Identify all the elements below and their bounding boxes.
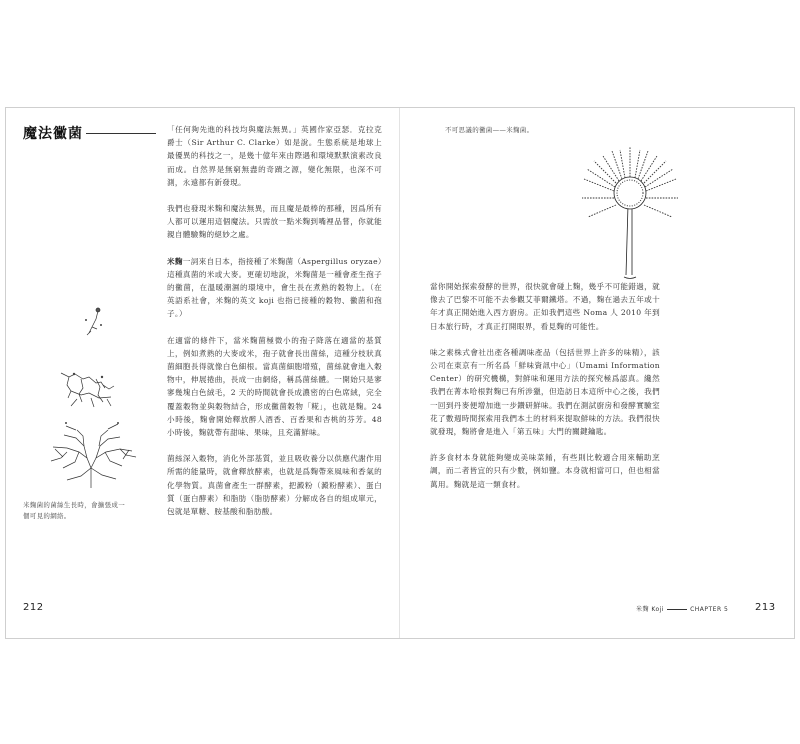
running-head-title: 米麴 Koji (636, 606, 665, 613)
running-head-dash (667, 609, 687, 610)
page-number-right: 213 (755, 602, 776, 613)
paragraph: 在適當的條件下，當米麴菌極微小的孢子降落在適當的基質上，例如煮熟的大麥或米，孢子就會長出菌絲，這種分枝狀真菌細胞長得就像白色細根。當真菌細胞增殖，菌絲就會進入穀物中，伸展捲曲，長成一由網絡，稱爲菌絲體。一開始只是寥寥幾塊白色絨毛，2 天的時間就會長成濃密的白色席絨，完全覆蓋穀物並與穀物結合，形成黴菌穀物「糀」，也就是麴。24 小時後，麴會開始釋放醉人酒香、百香果和杏桃的芬芳。48 小時後，麴就帶有甜味、果味，且充滿鮮味。 (167, 335, 382, 438)
paragraph-text: 一詞來自日本，指接種了米麴菌（Aspergillus oryzae）這種真菌的米或大麥。更確切地說，米麴菌是一種會產生孢子的黴菌，在溫暖潮濕的環境中，會生長在煮熟的穀物上。（在英語系社會，米麴的英文 koji 也指已接種的穀物、黴菌和孢子。） (167, 256, 382, 319)
figure-caption-left: 米麴菌的菌絲生長時，會擴張成一個可見的網絡。 (23, 501, 125, 520)
right-page (400, 108, 793, 638)
section-title: 魔法黴菌 (23, 126, 83, 142)
paragraph: 許多食材本身就能夠變成美味菜餚，有些則比較適合用來輔助烹調，而二者皆宜的只有少數，例如鹽。本身就相當可口，但也相當萬用。麴就是這一類食材。 (430, 453, 660, 489)
figure-caption-right: 不可思議的黴菌——米麴菌。 (445, 126, 534, 134)
paragraph: 味之素株式會社出產各種調味產品（包括世界上許多的味精），該公司在東京有一所名爲「鮮味資訊中心」（Umami Information Center）的研究機構，對鮮味和運用方法的探究極爲認真。纔然我們在菁本哈根對麴已有所涉獵，但造訪日本這所中心之後，我們一回到丹麥便增加進一步鑽研鮮味。我們在測試廚房和發酵實驗室花了數週時間探索用我們本土的材料來提取鮮味的方法。我們很快就發現，麴將會是進入「第五味」大門的關鍵鑰匙。 (430, 347, 660, 437)
paragraph: 「任何夠先進的科技均與魔法無異。」英國作家亞瑟．克拉克爵士（Sir Arthur C. Clarke）如是說。生態系統是地球上最優異的科技之一，是幾十億年來由際遇和環境默默演素改良而成。自然界是無窮無盡的奇蹟之源，變化無限，也深不可測，永遠都有新發現。 (167, 125, 382, 187)
book-spread (5, 107, 795, 639)
paragraph: 當你開始探索發酵的世界，很快就會碰上麴，幾乎不可能錯過，就像去了巴黎不可能不去參觀艾菲爾鐵塔。不過，麴在過去五年或十年才真正開始進入西方廚房。正如我們這些 Noma 人 2010 年到日本旅行時，才真正打開眼界，看見麴的可能性。 (430, 282, 660, 331)
right-body-column (430, 280, 660, 504)
running-head-chapter: CHAPTER 5 (690, 606, 729, 613)
mycelium-illustration (41, 303, 141, 493)
left-page (6, 108, 399, 638)
left-body-column (167, 123, 382, 531)
paragraph: 菌絲深入穀物，消化外部基質，並且吸收養分以供應代謝作用所需的能量時，就會釋放酵素，也就是爲麴帶來風味和香氣的化學物質。真菌會產生一群酵素，把澱粉（澱粉酵素）、蛋白質（蛋白酵素）和脂肪（脂肪酵素）分解成各自的組成單元，包就是單糖、胺基酸和脂肪酸。 (167, 454, 382, 517)
paragraph (167, 255, 382, 321)
title-rule (86, 133, 156, 134)
lead-term: 米麴 (167, 256, 183, 266)
paragraph: 我們也發現米麴和魔法無異，而且魔是最棒的那種，因爲所有人都可以運用這個魔法。只需放一點米麴到嘴裡品嘗，你就能親自體驗麴的絕妙之處。 (167, 204, 382, 240)
aspergillus-illustration (570, 143, 690, 283)
running-head (636, 604, 728, 613)
page-number-left: 212 (23, 602, 44, 613)
